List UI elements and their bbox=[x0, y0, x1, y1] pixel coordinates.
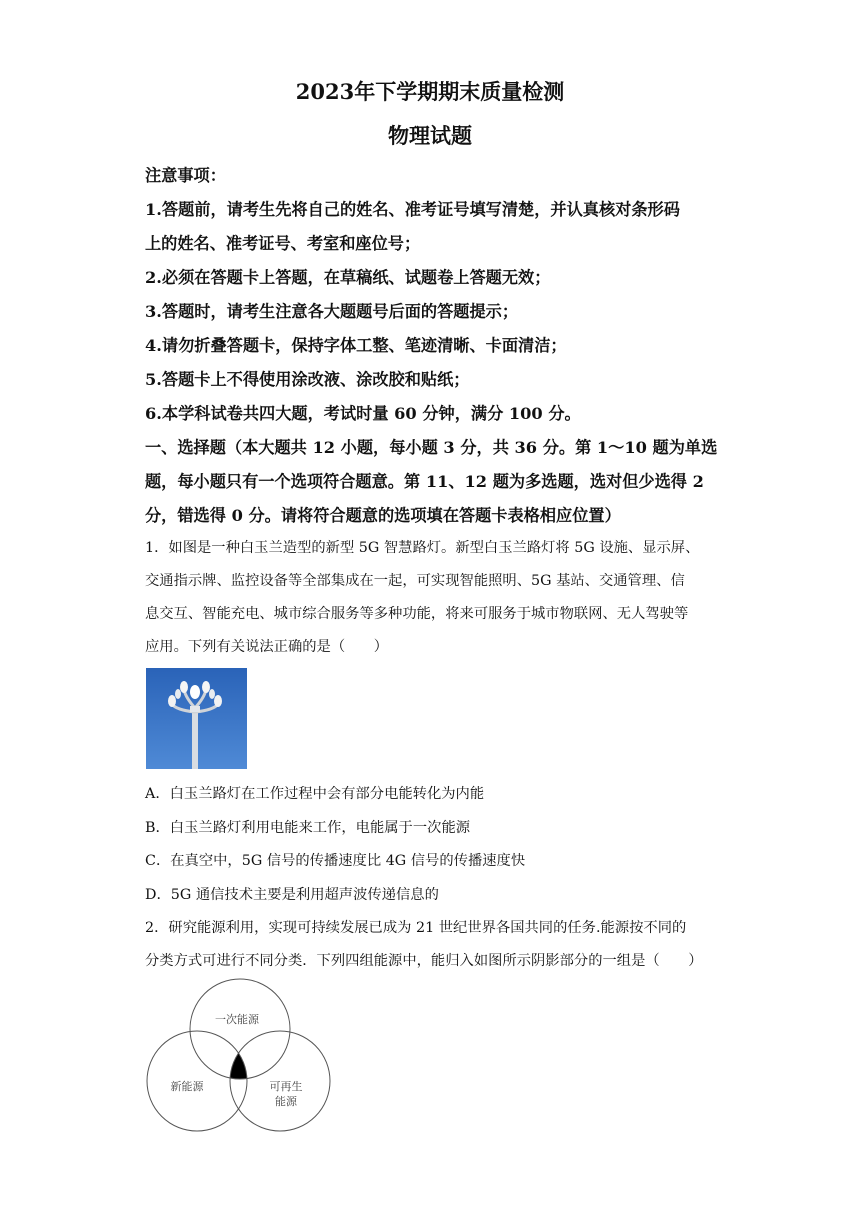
answer-option-a: A．白玉兰路灯在工作过程中会有部分电能转化为内能 bbox=[145, 786, 485, 802]
question-1-stem: 交通指示牌、监控设备等全部集成在一起，可实现智能照明、5G 基站、交通管理、信 bbox=[145, 573, 685, 589]
question-1-stem: 1．如图是一种白玉兰造型的新型 5G 智慧路灯。新型白玉兰路灯将 5G 设施、显示屏、 bbox=[145, 540, 700, 556]
exam-subject: 物理试题 bbox=[388, 123, 472, 148]
notice-line: 2.必须在答题卡上答题，在草稿纸、试题卷上答题无效； bbox=[145, 268, 551, 287]
venn-label-primary: 一次能源 bbox=[215, 1013, 259, 1026]
question-2-stem: 分类方式可进行不同分类．下列四组能源中，能归入如图所示阴影部分的一组是（ ） bbox=[145, 953, 703, 969]
exam-title: 2023年下学期期末质量检测 bbox=[295, 79, 565, 104]
section-heading: 分，错选得 0 分。请将符合题意的选项填在答题卡表格相应位置） bbox=[145, 506, 621, 525]
notice-line: 4.请勿折叠答题卡，保持字体工整、笔迹清晰、卡面清洁； bbox=[145, 336, 567, 355]
section-heading: 一、选择题（本大题共 12 小题，每小题 3 分，共 36 分。第 1～10 题为单选 bbox=[145, 438, 718, 457]
question-1-stem: 息交互、智能充电、城市综合服务等多种功能，将来可服务于城市物联网、无人驾驶等 bbox=[145, 606, 689, 622]
venn-label-new: 新能源 bbox=[170, 1080, 204, 1093]
notice-line: 上的姓名、准考证号、考室和座位号； bbox=[145, 234, 421, 253]
notice-line: 1.答题前，请考生先将自己的姓名、准考证号填写清楚，并认真核对条形码 bbox=[145, 200, 680, 219]
section-heading: 题，每小题只有一个选项符合题意。第 11、12 题为多选题，选对但少选得 2 bbox=[145, 472, 704, 491]
streetlamp-photo bbox=[146, 668, 247, 769]
notice-heading: 注意事项： bbox=[145, 166, 226, 185]
energy-venn-diagram bbox=[140, 978, 340, 1136]
venn-label-renewable: 能源 bbox=[275, 1095, 297, 1108]
question-1-stem: 应用。下列有关说法正确的是（ ） bbox=[145, 639, 389, 655]
answer-option-b: B．白玉兰路灯利用电能来工作，电能属于一次能源 bbox=[145, 820, 471, 836]
venn-label-renewable: 可再生 bbox=[269, 1080, 303, 1093]
question-2-stem: 2．研究能源利用，实现可持续发展已成为 21 世纪世界各国共同的任务.能源按不同的 bbox=[145, 920, 687, 936]
notice-line: 3.答题时，请考生注意各大题题号后面的答题提示； bbox=[145, 302, 519, 321]
answer-option-c: C．在真空中，5G 信号的传播速度比 4G 信号的传播速度快 bbox=[145, 853, 526, 869]
notice-line: 5.答题卡上不得使用涂改液、涂改胶和贴纸； bbox=[145, 370, 470, 389]
answer-option-d: D．5G 通信技术主要是利用超声波传递信息的 bbox=[145, 887, 439, 903]
notice-line: 6.本学科试卷共四大题，考试时量 60 分钟，满分 100 分。 bbox=[145, 404, 581, 423]
